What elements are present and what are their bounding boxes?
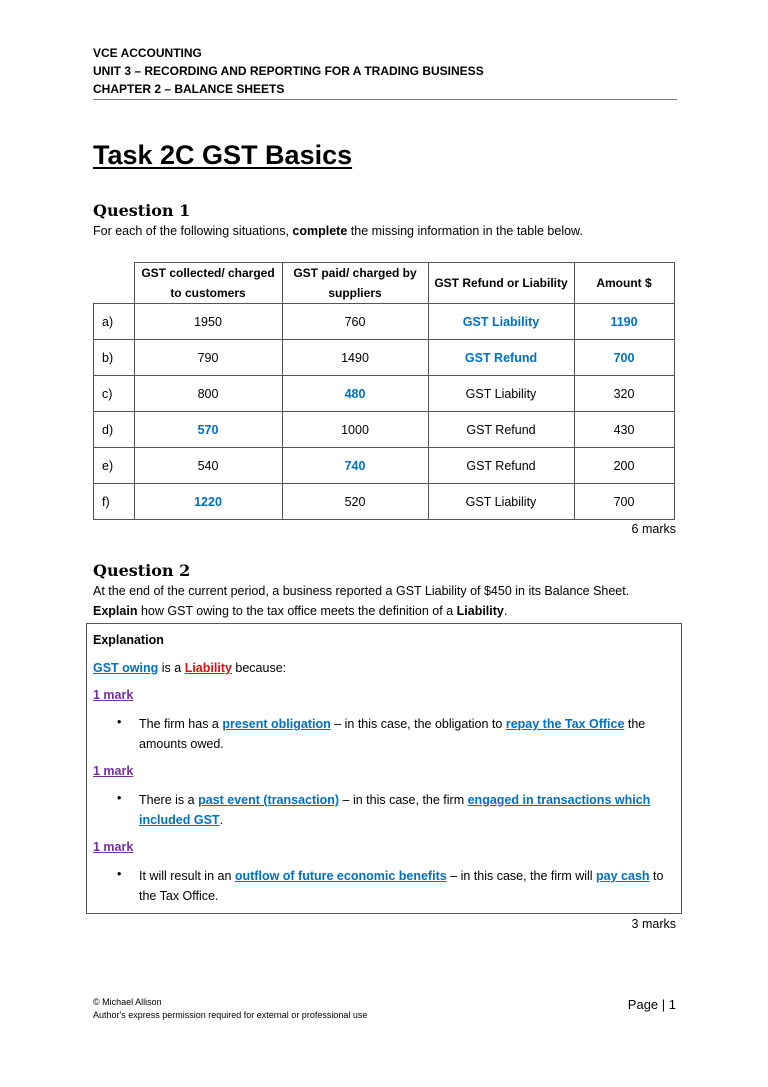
explanation-point-3: It will result in an outflow of future economic benefits – in this case, the firm will pay cash to the Tax Office. <box>139 869 664 903</box>
table-cell: GST Refund <box>428 448 574 484</box>
question-1-marks: 6 marks <box>631 522 676 536</box>
table-cell: 790 <box>134 340 282 376</box>
table-cell: 320 <box>574 376 674 412</box>
header-chapter: CHAPTER 2 – BALANCE SHEETS <box>93 82 285 96</box>
question-2-scenario: At the end of the current period, a business reported a GST Liability of $450 in its Balance Sheet. <box>93 584 630 598</box>
header-rule <box>93 99 677 100</box>
footer-copyright: © Michael Allison <box>93 997 162 1007</box>
table-row <box>94 412 675 448</box>
page-number: Page | 1 <box>627 997 676 1012</box>
row-label: a) <box>94 304 135 340</box>
table-cell: 520 <box>282 484 428 520</box>
col-amount: Amount $ <box>574 263 674 304</box>
table-row <box>94 340 675 376</box>
explanation-point-2: There is a past event (transaction) – in this case, the firm engaged in transactions which included GST. <box>139 793 651 827</box>
page-title: Task 2C GST Basics <box>93 140 353 170</box>
answer-cell: 570 <box>134 412 282 448</box>
answer-cell: 480 <box>282 376 428 412</box>
answer-cell: 740 <box>282 448 428 484</box>
table-cell: 760 <box>282 304 428 340</box>
row-label: c) <box>94 376 135 412</box>
table-cell: GST Refund <box>428 412 574 448</box>
answer-cell: 1190 <box>574 304 674 340</box>
explanation-intro: GST owing is a Liability because: <box>93 661 287 675</box>
bullet-icon: • <box>117 791 122 805</box>
table-cell: GST Liability <box>428 484 574 520</box>
gst-table <box>93 262 675 520</box>
col-refund-liability: GST Refund or Liability <box>428 263 574 304</box>
answer-cell: 700 <box>574 340 674 376</box>
row-label: b) <box>94 340 135 376</box>
row-label: e) <box>94 448 135 484</box>
question-2-marks: 3 marks <box>631 917 676 931</box>
question-1-heading: Question 1 <box>93 201 191 220</box>
table-cell: 1490 <box>282 340 428 376</box>
table-cell: 540 <box>134 448 282 484</box>
bullet-icon: • <box>117 867 122 881</box>
table-row <box>94 448 675 484</box>
table-cell: 200 <box>574 448 674 484</box>
explanation-title: Explanation <box>93 633 164 647</box>
question-2-heading: Question 2 <box>93 561 191 580</box>
table-cell: 800 <box>134 376 282 412</box>
explanation-box <box>86 623 682 914</box>
col-gst-collected: GST collected/ charged to customers <box>134 263 282 304</box>
answer-cell: 1220 <box>134 484 282 520</box>
answer-cell: GST Refund <box>428 340 574 376</box>
header-unit: UNIT 3 – RECORDING AND REPORTING FOR A TRADING BUSINESS <box>93 64 484 78</box>
table-cell: 1000 <box>282 412 428 448</box>
mark-label-2: 1 mark <box>93 764 134 778</box>
header-subject: VCE ACCOUNTING <box>93 46 202 60</box>
table-cell: GST Liability <box>428 376 574 412</box>
col-gst-paid: GST paid/ charged by suppliers <box>282 263 428 304</box>
table-cell: 1950 <box>134 304 282 340</box>
explanation-point-1: The firm has a present obligation – in this case, the obligation to repay the Tax Office the amounts owed. <box>139 717 646 751</box>
table-row <box>94 304 675 340</box>
bullet-icon: • <box>117 715 122 729</box>
mark-label-1: 1 mark <box>93 688 134 702</box>
question-1-instructions: For each of the following situations, complete the missing information in the table below. <box>93 224 583 238</box>
table-cell: 430 <box>574 412 674 448</box>
answer-cell: GST Liability <box>428 304 574 340</box>
question-2-instruction: Explain how GST owing to the tax office meets the definition of a Liability. <box>93 604 508 618</box>
mark-label-3: 1 mark <box>93 840 134 854</box>
table-row <box>94 484 675 520</box>
table-cell: 700 <box>574 484 674 520</box>
footer-permission: Author's express permission required for external or professional use <box>93 1010 368 1020</box>
row-label: f) <box>94 484 135 520</box>
table-row <box>94 376 675 412</box>
row-label: d) <box>94 412 135 448</box>
